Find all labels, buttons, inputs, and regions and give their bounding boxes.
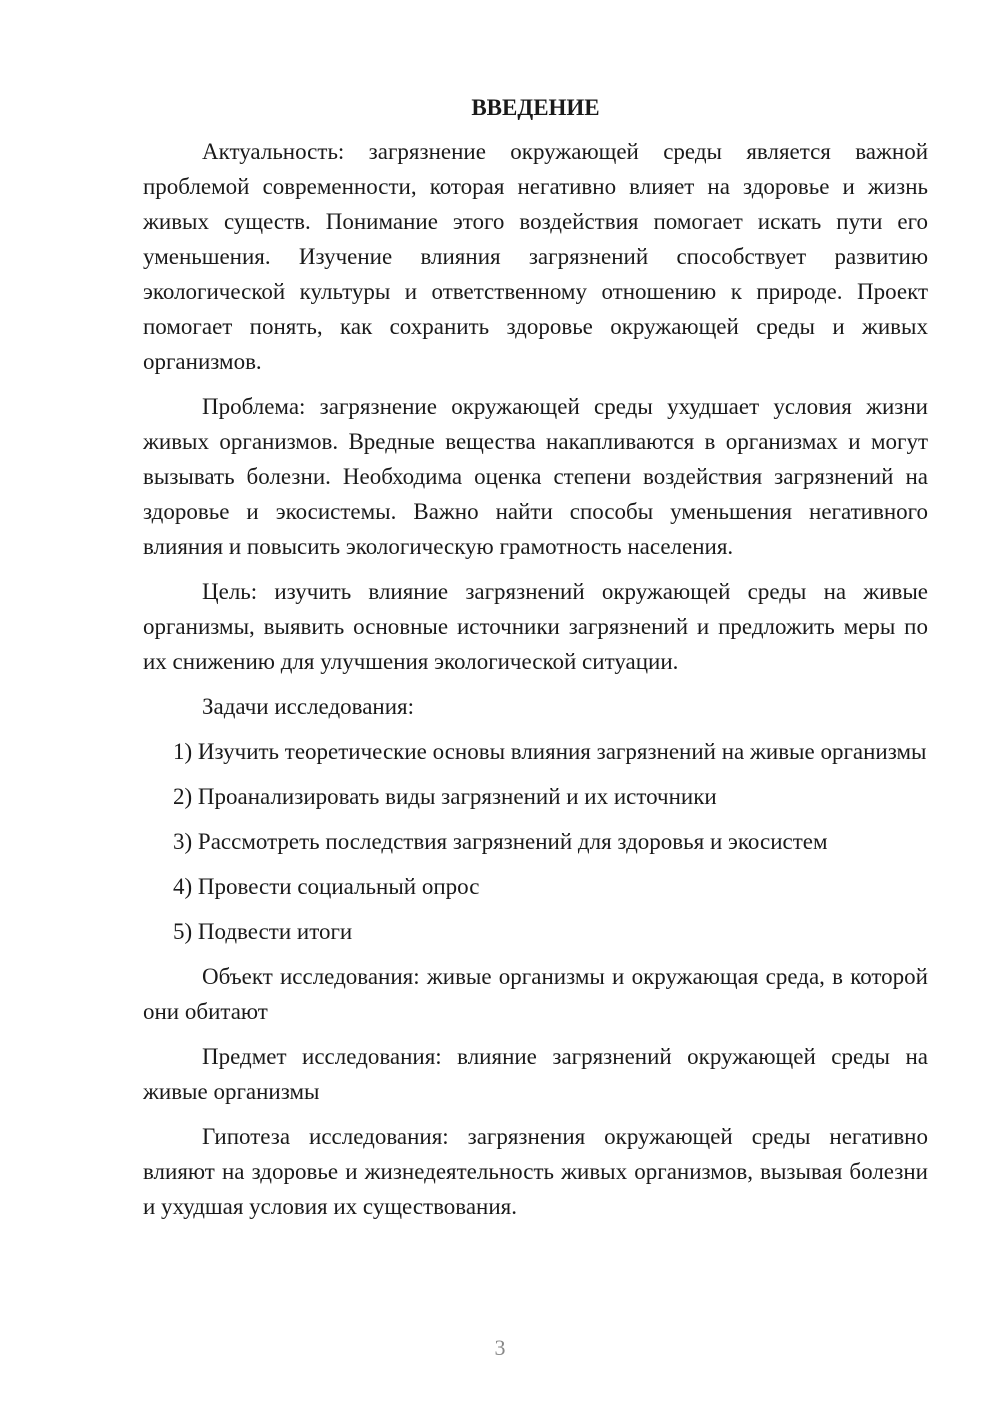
tasks-heading: Задачи исследования: [202,694,415,719]
task-item: 4) Провести социальный опрос [173,874,480,899]
task-item: 3) Рассмотреть последствия загрязнений для здоровья и экосистем [173,829,828,854]
task-item: 1) Изучить теоретические основы влияния загрязнений на живые организмы [173,739,927,764]
task-item: 5) Подвести итоги [173,919,353,944]
goal-paragraph: Цель: изучить влияние загрязнений окружающей среды на живые организмы, выявить основные источники загрязнений и предложить меры по их снижению для улучшения экологической ситуации. [143,579,928,674]
hypothesis-paragraph: Гипотеза исследования: загрязнения окружающей среды негативно влияют на здоровье и жизнедеятельность живых организмов, вызывая болезни и ухудшая условия их существования. [143,1124,928,1219]
task-item: 2) Проанализировать виды загрязнений и их источники [173,784,717,809]
relevance-paragraph: Актуальность: загрязнение окружающей среды является важной проблемой современности, которая негативно влияет на здоровье и жизнь живых существ. Понимание этого воздействия помогает искать пути его уменьшения. Изучение влияния загрязнений способствует развитию экологической культуры и ответственному отношению к природе. Проект помогает понять, как сохранить здоровье окружающей среды и живых организмов. [143,139,928,374]
document-page [143,88,928,1234]
page-number: 3 [494,1335,506,1360]
section-title: ВВЕДЕНИЕ [471,95,600,120]
subject-paragraph: Предмет исследования: влияние загрязнений окружающей среды на живые организмы [143,1044,928,1104]
problem-paragraph: Проблема: загрязнение окружающей среды ухудшает условия жизни живых организмов. Вредные вещества накапливаются в организмах и могут вызывать болезни. Необходима оценка степени воздействия загрязнений на здоровье и экосистемы. Важно найти способы уменьшения негативного влияния и повысить экологическую грамотность населения. [143,394,928,559]
object-paragraph: Объект исследования: живые организмы и окружающая среда, в которой они обитают [143,964,928,1024]
tasks-list [143,734,928,949]
